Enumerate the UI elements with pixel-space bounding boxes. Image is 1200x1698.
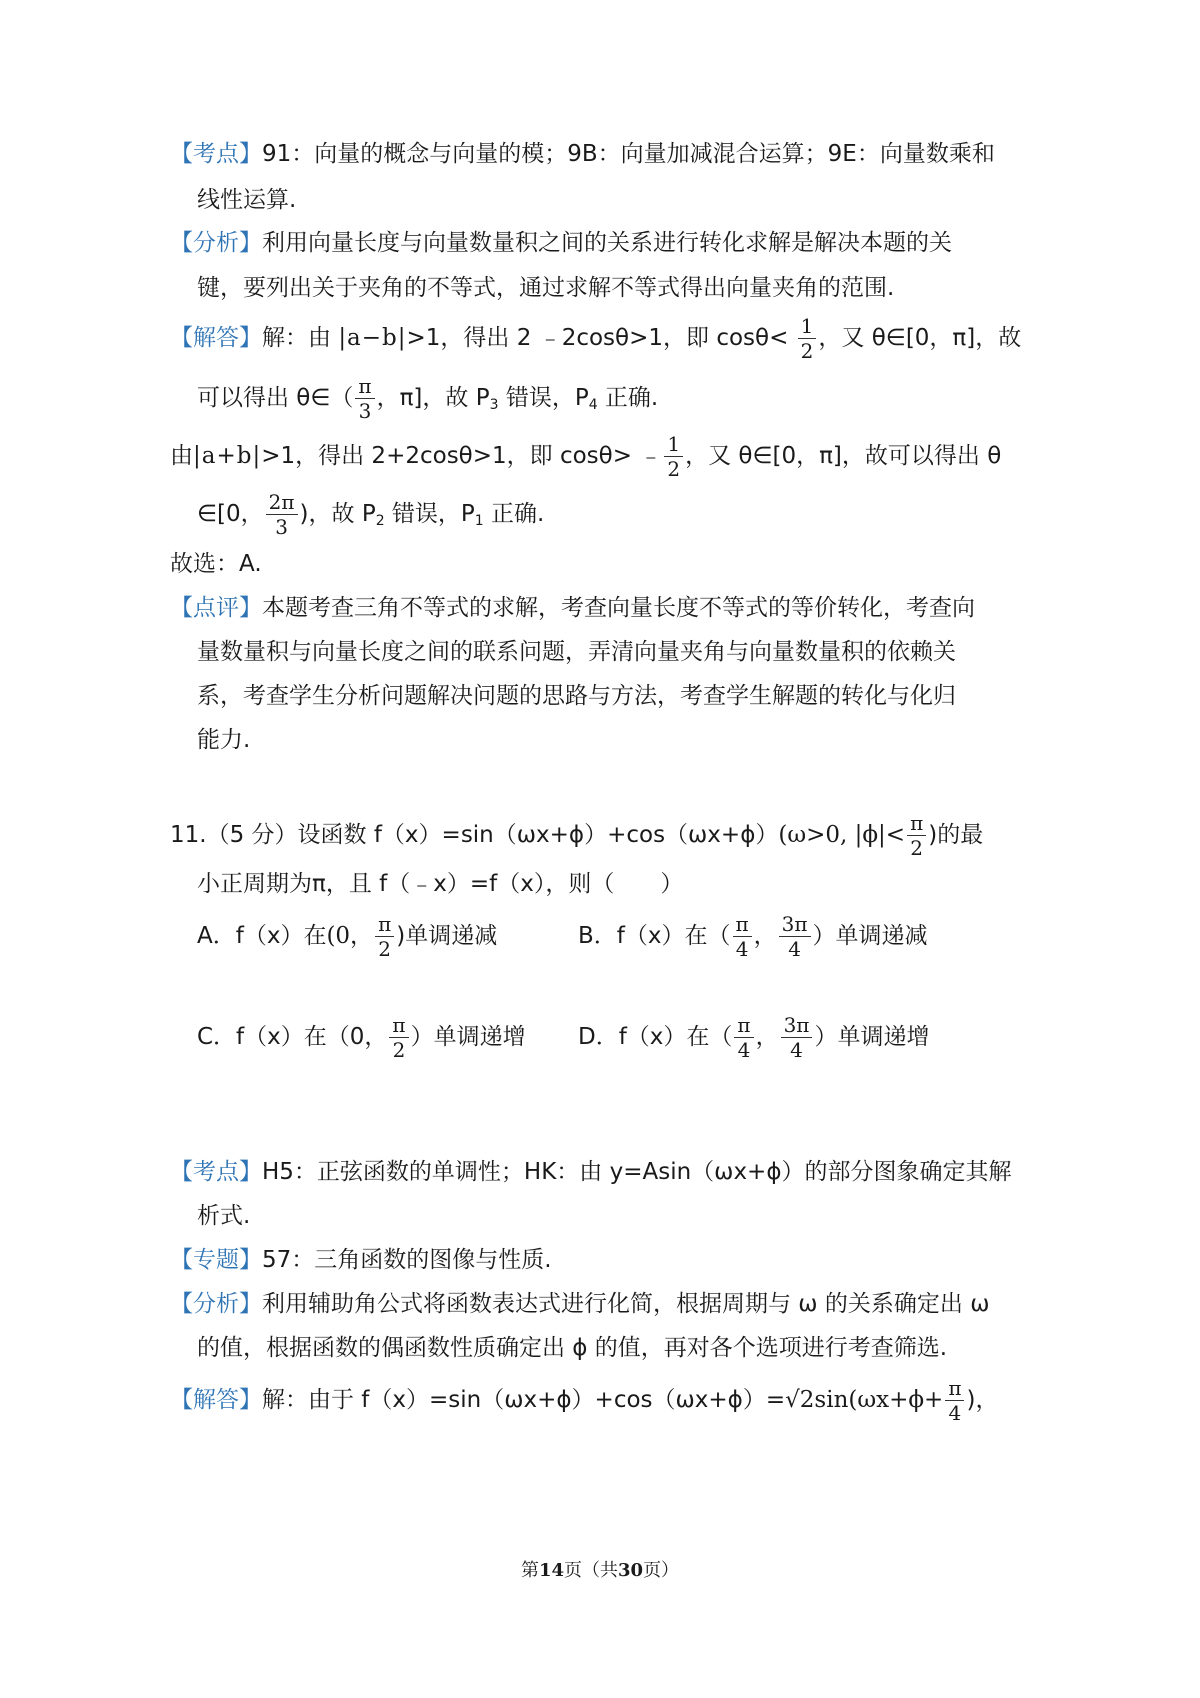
kaodian-tag: 【考点】 [170,141,262,167]
q10-jieda-line1: 【解答】解：由 |a−b|>1，得出 2 ﹣2cosθ>1，即 cosθ< $\frac{1}{2}$ ，又 θ∈[0，π]，故 [170,314,1022,363]
q10-fenxi-line1: 【分析】利用向量长度与向量数量积之间的关系进行转化求解是解决本题的关 [170,230,952,256]
q11-stem-line2: 小正周期为π，且 f（﹣x）=f（x），则（ ） [197,871,684,897]
total-pages: 30 [618,1560,644,1581]
fraction-pi-over-3: $\frac{\pi}{3}$ [355,376,374,421]
q10-answer: 故选：A. [170,551,262,577]
q11-option-c: C．f（x）在（0， $\frac{\pi}{2}$ ）单调递增 [197,1013,526,1062]
q11-stem-line1: 11.（5 分）设函数 f（x）=sin（ωx+ϕ）+cos（ωx+ϕ）(ω>0, |ϕ|< $\frac{\pi}{2}$ )的最 [170,811,984,860]
vector-abs-minus: |a−b| [338,325,407,351]
q10-jieda-line4: ∈[0， $\frac{2\pi}{3}$ )，故 $P_2$ 错误，$P_1$ 正确. [197,490,545,539]
q10-jieda-line2: 可以得出 θ∈（ $\frac{\pi}{3}$ ，π]，故 $P_3$ 错误，$P_4$ 正确. [197,374,659,423]
q11-kaodian-line2: 析式. [197,1203,251,1229]
q10-kaodian-line1: 【考点】91：向量的概念与向量的模；9B：向量加减混合运算；9E：向量数乘和 [170,141,995,167]
dianping-tag: 【点评】 [170,595,262,621]
q11-option-d: D．f（x）在（ $\frac{\pi}{4}$ ， $\frac{3\pi}{4}$ ）单调递增 [578,1013,930,1062]
q11-fenxi-line2: 的值，根据函数的偶函数性质确定出 ϕ 的值，再对各个选项进行考查筛选. [197,1335,948,1361]
fraction-pi-over-2: $\frac{\pi}{2}$ [907,813,926,858]
jieda-tag: 【解答】 [170,325,262,351]
fraction-one-half-2: $\frac{1}{2}$ [664,434,683,479]
q11-kaodian-line1: 【考点】H5：正弦函数的单调性；HK：由 y=Asin（ωx+ϕ）的部分图象确定其解 [170,1159,1012,1185]
zhuanti-tag: 【专题】 [170,1247,262,1273]
q10-fenxi-line2: 键，要列出关于夹角的不等式，通过求解不等式得出向量夹角的范围. [197,275,895,301]
q11-zhuanti: 【专题】57：三角函数的图像与性质. [170,1247,552,1273]
fraction-2pi-over-3: $\frac{2\pi}{3}$ [266,492,298,537]
q11-jieda-line1: 【解答】解：由于 f（x）=sin（ωx+ϕ）+cos（ωx+ϕ）=√2sin(ωx+ϕ+ $\frac{\pi}{4}$ )， [170,1376,999,1425]
q10-dianping-line4: 能力. [197,727,251,753]
q10-dianping-line3: 系，考查学生分析问题解决问题的思路与方法，考查学生解题的转化与化归 [197,683,956,709]
q10-dianping-line2: 量数量积与向量长度之间的联系问题，弄清向量夹角与向量数量积的依赖关 [197,639,956,665]
fraction-one-half: $\frac{1}{2}$ [798,316,817,361]
q10-jieda-line3: 由|a+b|>1，得出 2+2cosθ>1，即 cosθ> ﹣ $\frac{1}{2}$ ，又 θ∈[0，π]，故可以得出 θ [170,432,1002,481]
q11-option-b: B．f（x）在（ $\frac{\pi}{4}$ ， $\frac{3\pi}{4}$ ）单调递减 [578,912,928,961]
current-page-number: 14 [538,1560,564,1581]
q10-kaodian-line2: 线性运算. [197,187,297,213]
fenxi-tag: 【分析】 [170,230,262,256]
q11-option-a: A．f（x）在(0， $\frac{\pi}{2}$ )单调递减 [197,912,498,961]
page-footer: 第14页（共30页） [520,1560,680,1581]
vector-abs-plus: |a+b| [193,443,262,469]
q11-fenxi-line1: 【分析】利用辅助角公式将函数表达式进行化简，根据周期与 ω 的关系确定出 ω [170,1291,990,1317]
sqrt-two: √2 [785,1387,815,1413]
q10-dianping-line1: 【点评】本题考查三角不等式的求解，考查向量长度不等式的等价转化，考查向 [170,595,975,621]
